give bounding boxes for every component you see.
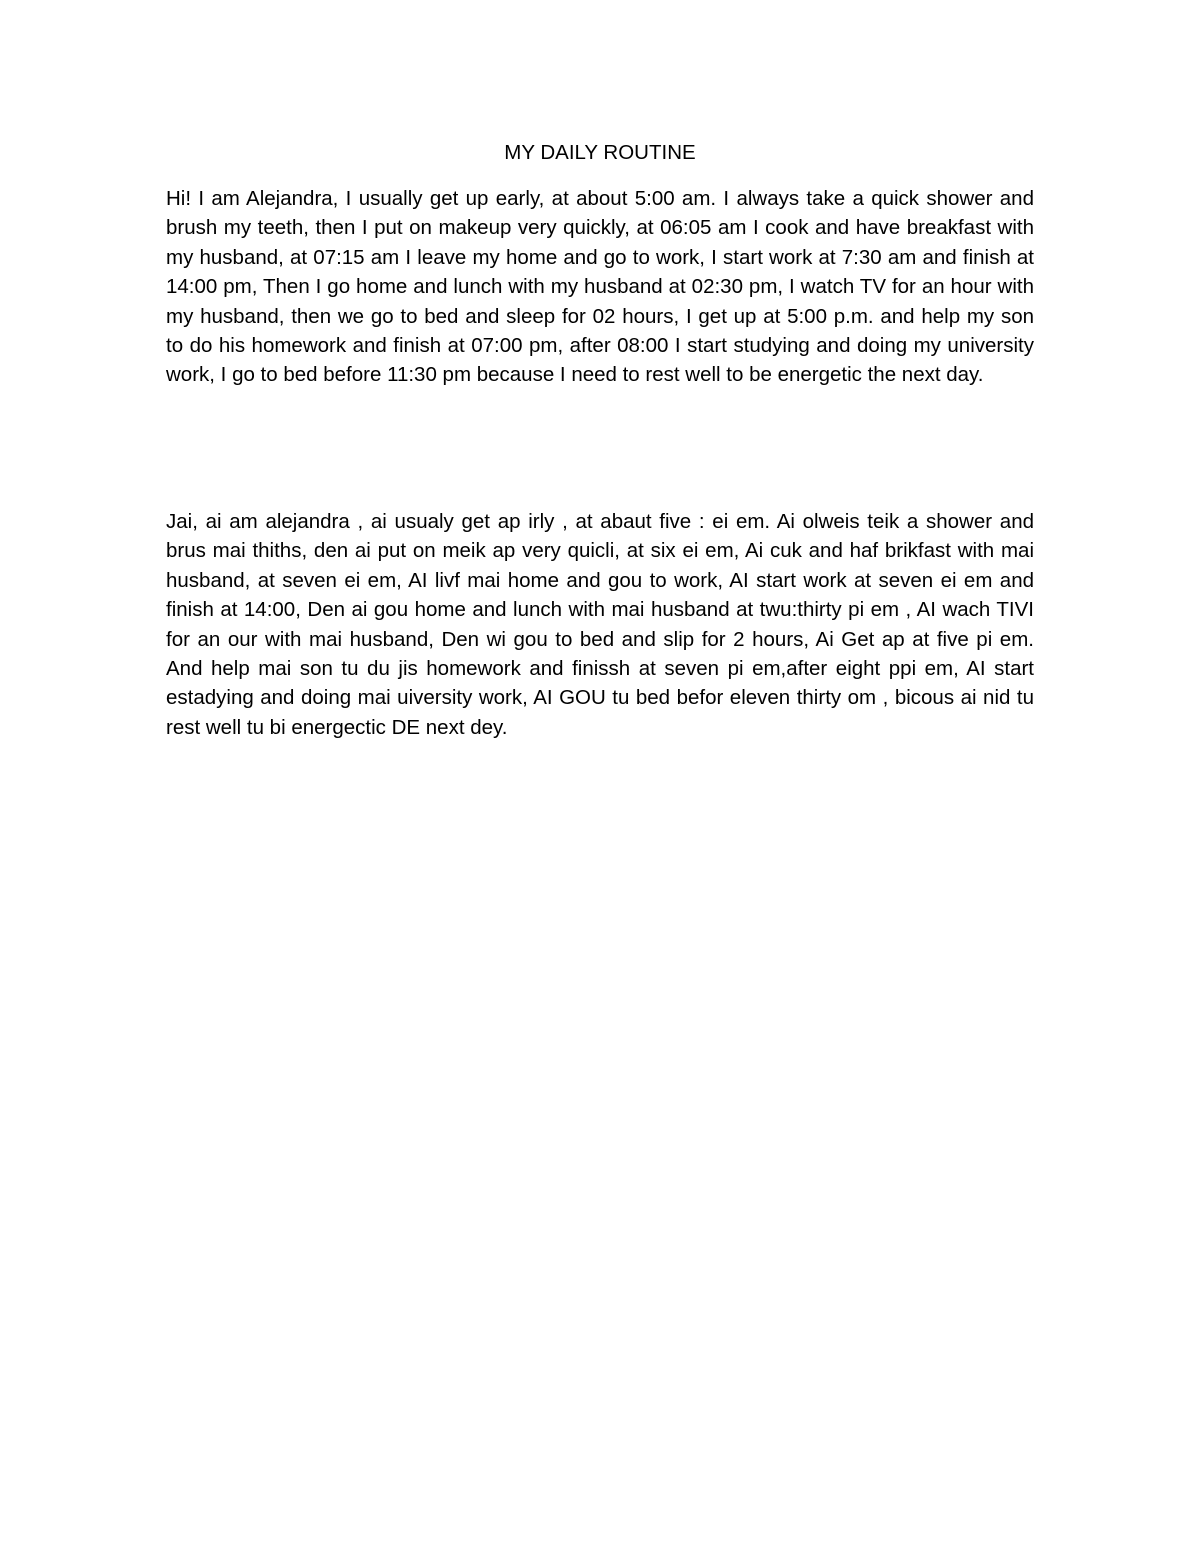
document-title: MY DAILY ROUTINE [504,141,696,164]
paragraph-phonetic: Jai, ai am alejandra , ai usualy get ap irly , at abaut five : ei em. Ai olweis teik a shower and brus mai thiths, den ai put on meik ap very quicli, at six ei em, Ai cuk and haf brikfast with mai husband, at seven ei em, AI livf mai home and gou to work, AI start work at seven ei em and finish at 14:00, Den ai gou home and lunch with mai husband at twu:thirty pi em , AI wach TIVI for an our with mai husband, Den wi gou to bed and slip for 2 hours, Ai Get ap at five pi em. And help mai son tu du jis homework and finissh at seven pi em,after eight ppi em, AI start estadying and doing mai uiversity work, AI GOU tu bed befor eleven thirty om , bicous ai nid tu rest well tu bi energectic DE next dey. [166,510,1034,739]
paragraph-english: Hi! I am Alejandra, I usually get up early, at about 5:00 am. I always take a quick shower and brush my teeth, then I put on makeup very quickly, at 06:05 am I cook and have breakfast with my husband, at 07:15 am I leave my home and go to work, I start work at 7:30 am and finish at 14:00 pm, Then I go home and lunch with my husband at 02:30 pm, I watch TV for an hour with my husband, then we go to bed and sleep for 02 hours, I get up at 5:00 p.m. and help my son to do his homework and finish at 07:00 pm, after 08:00 I start studying and doing my university work, I go to bed before 11:30 pm because I need to rest well to be energetic the next day. [166,187,1034,387]
